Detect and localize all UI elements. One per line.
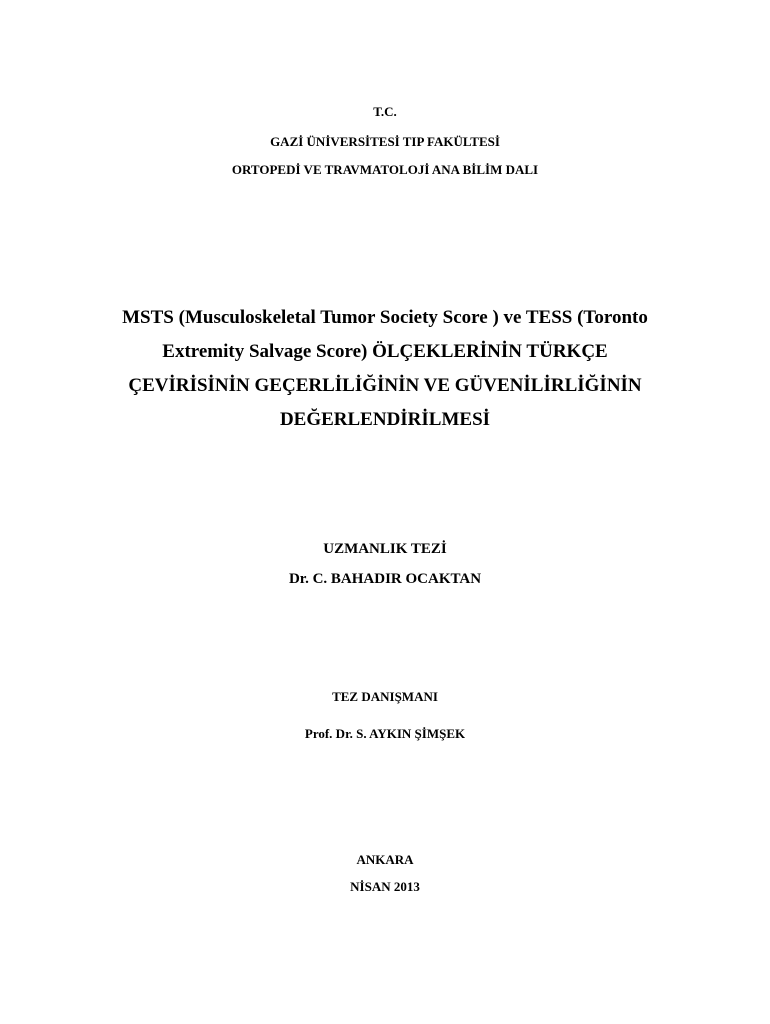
title-line-3: ÇEVİRİSİNİN GEÇERLİLİĞİNİN VE GÜVENİLİRLİĞİNİN <box>128 375 642 396</box>
title-line-1: MSTS (Musculoskeletal Tumor Society Score ) ve TESS (Toronto <box>122 307 648 328</box>
country-label: T.C. <box>373 104 397 119</box>
university-name: GAZİ ÜNİVERSİTESİ TIP FAKÜLTESİ <box>270 134 500 149</box>
advisor-label: TEZ DANIŞMANI <box>332 689 438 704</box>
title-line-2: Extremity Salvage Score) ÖLÇEKLERİNİN TÜRKÇE <box>162 341 608 362</box>
city-label: ANKARA <box>356 852 414 867</box>
author-name: Dr. C. BAHADIR OCAKTAN <box>288 571 482 587</box>
title-line-4: DEĞERLENDİRİLMESİ <box>279 409 491 430</box>
advisor-name: Prof. Dr. S. AYKIN ŞİMŞEK <box>304 726 466 741</box>
department-name: ORTOPEDİ VE TRAVMATOLOJİ ANA BİLİM DALI <box>231 162 539 177</box>
thesis-type: UZMANLIK TEZİ <box>323 541 447 557</box>
date-label: NİSAN 2013 <box>350 879 420 894</box>
